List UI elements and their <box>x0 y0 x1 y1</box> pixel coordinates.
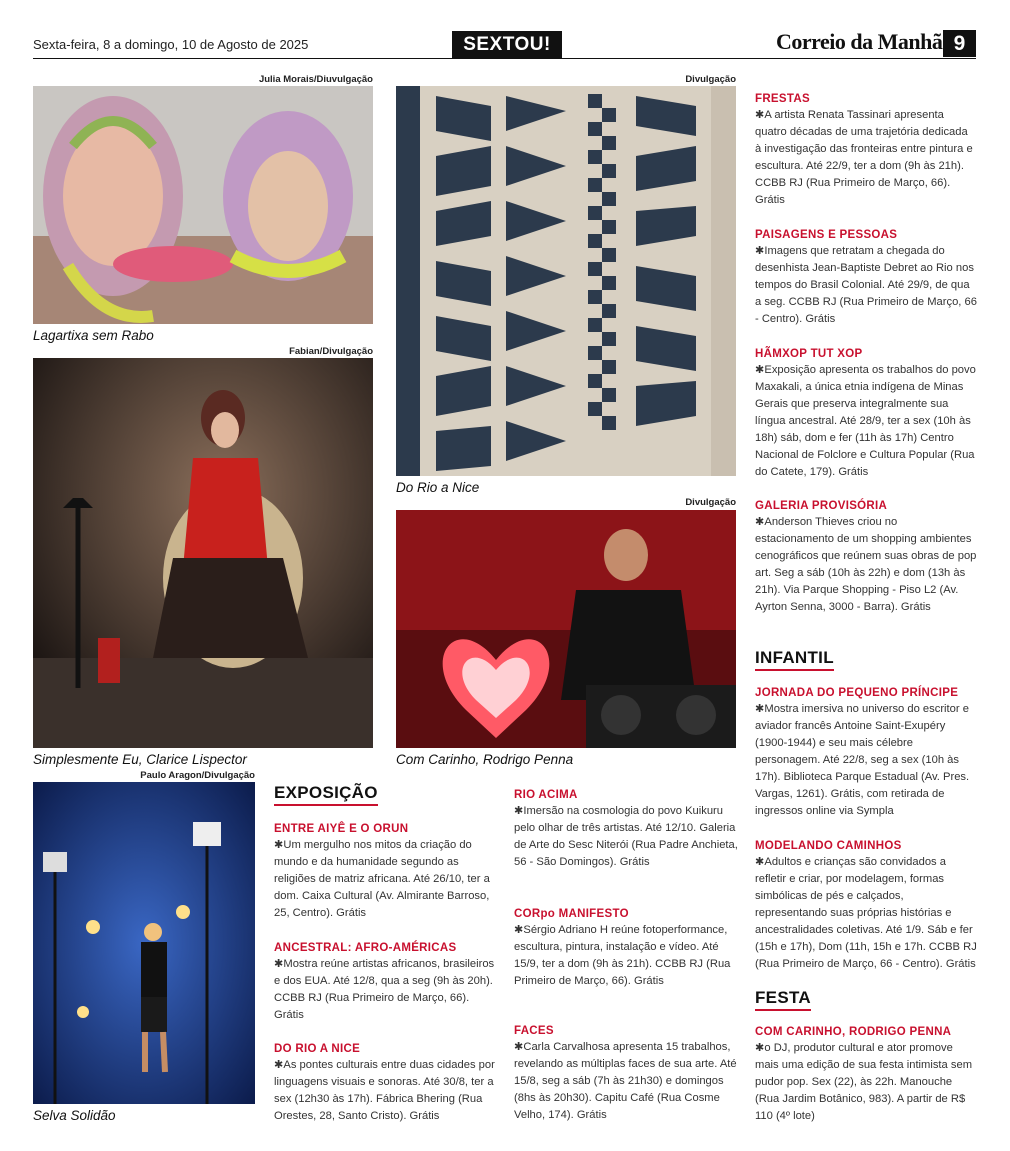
listing-title: CORpo MANIFESTO <box>514 908 629 920</box>
listing-item <box>514 908 739 990</box>
listing-body: ✱Exposição apresenta os trabalhos do povo Maxakali, a única etnia indígena de Minas Gerais que preserva integralmente sua língua ancestral. Até 28/9, ter a sex (10h às 18h) sáb, dom e fer (11h às 17h) Centro Nacional de Folclore e Cultura Popular (Rua do Catete, 179). Grátis <box>755 364 976 478</box>
photo-caption: Selva Solidão <box>33 1108 116 1123</box>
listing-item <box>755 93 977 209</box>
photo-credit: Divulgação <box>685 497 736 508</box>
listing-title: FRESTAS <box>755 93 810 105</box>
photo-caption: Simplesmente Eu, Clarice Lispector <box>33 752 247 767</box>
section-tag: SEXTOU! <box>452 31 562 58</box>
listing-body: ✱Carla Carvalhosa apresenta 15 trabalhos, revelando as múltiplas faces de sua arte. Até 15/8, seg a sáb (7h às 21h30) e domingos (8hs às 20h30). Capitu Café (Rua Cosme Velho, 174). Grátis <box>514 1041 737 1121</box>
listing-item <box>755 687 977 820</box>
photo-do-rio-a-nice <box>396 86 736 476</box>
section-heading-festa: FESTA <box>755 988 811 1011</box>
edition-date: Sexta-feira, 8 a domingo, 10 de Agosto de 2025 <box>33 37 309 52</box>
listing-item <box>514 789 739 871</box>
photo-credit: Divulgação <box>685 74 736 85</box>
listing-item <box>755 840 977 973</box>
listing-title: ENTRE AIYÊ E O ORUN <box>274 823 409 835</box>
newspaper-logo: Correio da Manhã <box>776 29 943 54</box>
listing-item <box>274 1043 499 1125</box>
listing-item <box>755 348 977 481</box>
listing-title: FACES <box>514 1025 554 1037</box>
listing-item <box>755 1026 977 1125</box>
listing-body: ✱o DJ, produtor cultural e ator promove mais uma edição de sua festa intimista sem pudor pop. Sex (22), às 22h. Manouche (Rua Jardim Botânico, 983). A partir de R$ 110 (4º lote) <box>755 1042 973 1122</box>
photo-clarice <box>33 358 373 748</box>
listing-title: PAISAGENS E PESSOAS <box>755 229 898 241</box>
listing-body: ✱A artista Renata Tassinari apresenta quatro décadas de uma trajetória dedicada à investigação das fronteiras entre pintura e escultura. Até 22/9, ter a dom (9h às 21h). CCBB RJ (Rua Primeiro de Março, 66). Grátis <box>755 109 973 206</box>
listing-body: ✱Adultos e crianças são convidados a refletir e criar, por modelagem, formas simbólicas de pés e calçados, representando suas próprias histórias e ancestralidades coletivas. Até 1/9. Sáb e fer (15h e 17h), Dom (11h, 15h e 17h. CCBB RJ (Rua Primeiro de Março, 66 - Centro). Grátis <box>755 856 977 970</box>
listing-title: JORNADA DO PEQUENO PRÍNCIPE <box>755 687 959 699</box>
photo-credit: Fabian/Divulgação <box>289 346 373 357</box>
listing-body: ✱As pontes culturais entre duas cidades por linguagens visuais e sonoras. Até 30/8, ter a sex (12h30 às 17h). Fábrica Bhering (Rua Orestes, 28, Santo Cristo). Grátis <box>274 1059 495 1122</box>
listing-body: ✱Um mergulho nos mitos da criação do mundo e da humanidade segundo as religiões de matriz africana. Até 26/10, ter a dom. Caixa Cultural (Av. Almirante Barroso, 25, Centro). Grátis <box>274 839 490 919</box>
listing-item <box>274 823 499 922</box>
photo-lagartixa <box>33 86 373 324</box>
listing-body: ✱Mostra imersiva no universo do escritor e aviador francês Antoine Saint-Exupéry (1900-1944) e seu mais célebre personagem. Até 22/8, seg a sex (10h às 17h). Biblioteca Parque Estadual (Av. Pres. Vargas, 1261). Grátis, com retirada de ingressos online via Sympla <box>755 703 970 817</box>
page-number: 9 <box>943 30 976 57</box>
listing-body: ✱Imersão na cosmologia do povo Kuikuru pelo olhar de três artistas. Até 12/10. Galeria de Arte do Sesc Niterói (Rua Padre Anchieta, 56 - São Domingos). Grátis <box>514 805 738 868</box>
photo-caption: Com Carinho, Rodrigo Penna <box>396 752 574 767</box>
listing-title: RIO ACIMA <box>514 789 578 801</box>
section-heading-exposicao: EXPOSIÇÃO <box>274 783 378 806</box>
listing-item <box>755 229 977 328</box>
listing-title: MODELANDO CAMINHOS <box>755 840 902 852</box>
photo-credit: Julia Morais/Diuvulgação <box>258 74 373 85</box>
listing-item <box>514 1025 739 1124</box>
photo-caption: Do Rio a Nice <box>396 480 480 495</box>
listing-body: ✱Sérgio Adriano H reúne fotoperformance, escultura, pintura, instalação e vídeo. Até 15/9, ter a dom (9h às 21h). CCBB RJ (Rua Primeiro de Março, 66). Grátis <box>514 924 731 987</box>
listing-title: DO RIO A NICE <box>274 1043 361 1055</box>
listing-title: GALERIA PROVISÓRIA <box>755 500 888 512</box>
header-rule <box>33 58 976 59</box>
listing-body: ✱Anderson Thieves criou no estacionamento de um shopping ambientes cenográficos que reúnem suas obras de pop art. Seg a sáb (10h às 22h) e dom (13h às 21h). Via Parque Shopping - Piso L2 (Av. Ayrton Senna, 3000 - Barra). Grátis <box>755 516 977 613</box>
photo-credit: Paulo Aragon/Divulgação <box>140 770 255 781</box>
listing-title: ANCESTRAL: AFRO-AMÉRICAS <box>274 942 457 954</box>
listing-title: COM CARINHO, RODRIGO PENNA <box>755 1026 952 1038</box>
photo-caption: Lagartixa sem Rabo <box>33 328 154 343</box>
listing-title: HÃMXOP TUT XOP <box>755 348 863 360</box>
section-heading-infantil: INFANTIL <box>755 648 834 671</box>
photo-com-carinho <box>396 510 736 748</box>
listing-body: ✱Mostra reúne artistas africanos, brasileiros e dos EUA. Até 12/8, qua a seg (9h às 20h). CCBB RJ (Rua Primeiro de Março, 66). Grátis <box>274 958 495 1021</box>
listing-item <box>755 500 977 616</box>
listing-item <box>274 942 499 1024</box>
listing-body: ✱Imagens que retratam a chegada do desenhista Jean-Baptiste Debret ao Rio nos tempos do Brasil Colonial. Até 29/9, de qua a seg. CCBB RJ (Rua Primeiro de Março, 66 - Centro). Grátis <box>755 245 977 325</box>
photo-selva <box>33 782 255 1104</box>
